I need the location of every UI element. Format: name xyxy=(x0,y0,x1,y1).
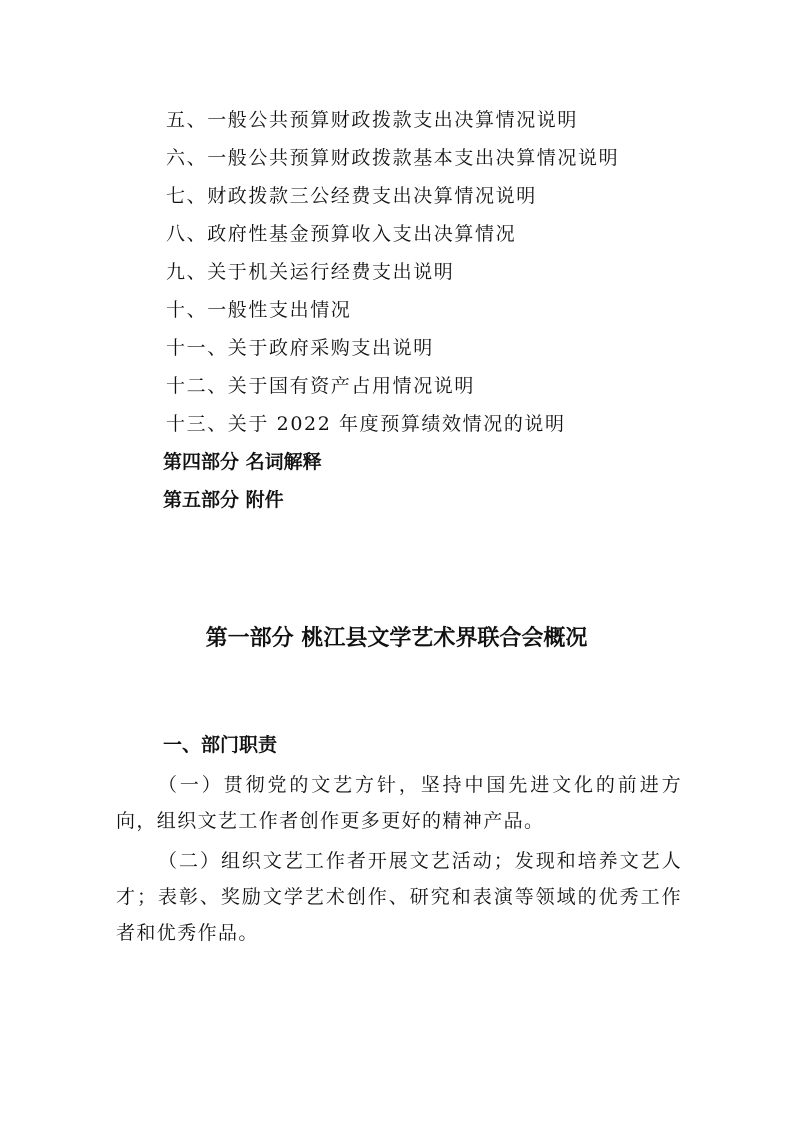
toc-part-4: 第四部分 名词解释 xyxy=(163,451,322,473)
toc-item-10: 十、一般性支出情况 xyxy=(166,299,352,321)
toc-item-7: 七、财政拨款三公经费支出决算情况说明 xyxy=(166,185,537,207)
toc-item-6: 六、一般公共预算财政拨款基本支出决算情况说明 xyxy=(166,147,620,169)
section-heading: 一、部门职责 xyxy=(163,734,278,756)
body-paragraph: （二）组织文艺工作者开展文艺活动；发现和培养文艺人才；表彰、奖励文学艺术创作、研究和表演等领域的优秀工作者和优秀作品。 xyxy=(116,850,682,944)
toc-item-8: 八、政府性基金预算收入支出决算情况 xyxy=(166,223,517,245)
toc-item-11: 十一、关于政府采购支出说明 xyxy=(166,337,434,359)
toc-item-12: 十二、关于国有资产占用情况说明 xyxy=(166,375,476,397)
toc-item-5: 五、一般公共预算财政拨款支出决算情况说明 xyxy=(166,109,579,131)
body-paragraph: （一）贯彻党的文艺方针，坚持中国先进文化的前进方向，组织文艺工作者创作更多更好的精神产品。 xyxy=(116,774,682,832)
toc-part-5: 第五部分 附件 xyxy=(163,489,284,511)
toc-item-13: 十三、关于 2022 年度预算绩效情况的说明 xyxy=(166,413,566,435)
part-title: 第一部分 桃江县文学艺术界联合会概况 xyxy=(205,626,588,651)
toc-item-9: 九、关于机关运行经费支出说明 xyxy=(166,261,455,283)
